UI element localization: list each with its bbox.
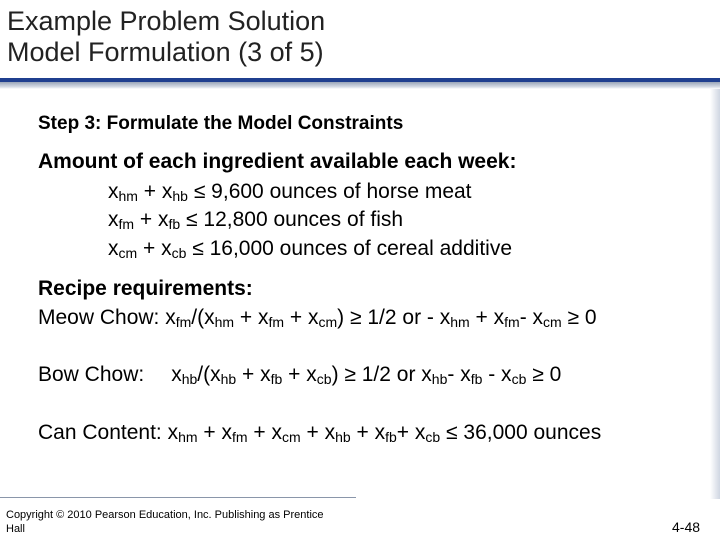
- constraint-can-content: Can Content: $x_{hm} + x_{fm} + x_{cm} + x_{hb} + x_{fb}+ x_{cb} \le 36,000$ ounces: [38, 421, 602, 445]
- constraint-fish: $x_{fm} + x_{fb} \le 12,800$ ounces of fish: [108, 208, 404, 232]
- constraint-cereal-additive: $x_{cm} + x_{cb} \le 16,000$ ounces of cereal additive: [108, 237, 512, 261]
- ingredients-heading: Amount of each ingredient available each week:: [38, 150, 517, 173]
- page-number: 4-48: [672, 519, 701, 535]
- step-heading: Step 3: Formulate the Model Constraints: [38, 113, 404, 134]
- footer-rule: [0, 497, 356, 498]
- title-line-2: Model Formulation (3 of 5): [7, 37, 324, 67]
- constraint-meow-chow: Meow Chow: $x_{fm}/(x_{hm} + x_{fm} + x_{cm}) \ge 1/2$ or - $x_{hm} + x_{fm}-$ $x_{cm} \ge 0$: [38, 306, 597, 330]
- title-rule-shadow: [0, 82, 720, 89]
- title-line-1: Example Problem Solution: [7, 6, 326, 36]
- slide-title: [7, 6, 325, 68]
- constraint-bow-chow: Bow Chow: $x_{hb}/(x_{hb} + x_{fb} + x_{cb}) \ge 1/2$ or $x_{hb}-$ $x_{fb} - x_{cb} \ge 0$: [38, 363, 562, 387]
- constraint-horse-meat: $x_{hm} + x_{hb} \le 9,600$ ounces of horse meat: [108, 180, 472, 204]
- copyright-notice: [6, 508, 324, 536]
- side-shade: [710, 89, 720, 499]
- copyright-line-1: Copyright © 2010 Pearson Education, Inc. Publishing as Prentice: [6, 509, 324, 521]
- recipe-heading: Recipe requirements:: [38, 277, 253, 300]
- copyright-line-2: Hall: [6, 523, 25, 535]
